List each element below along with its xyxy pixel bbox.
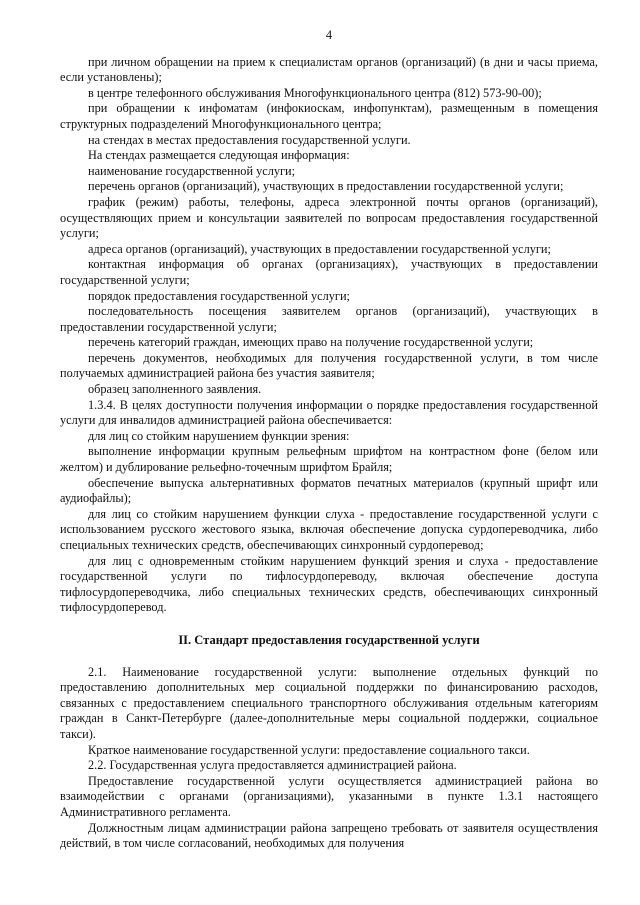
paragraph: адреса органов (организаций), участвующих в предоставлении государственной услуги; <box>88 241 551 256</box>
paragraph: наименование государственной услуги; <box>88 163 296 178</box>
paragraph: для лиц со стойким нарушением функции слуха - предоставление государственной услуги с использованием русского жестового языка, включая обеспечение допуска сурдопереводчика, либо специальных технических средств, обеспечивающих синхронный сурдоперевод; <box>60 506 598 552</box>
paragraph: 2.1. Наименование государственной услуги: выполнение отдельных функций по предоставлению дополнительных мер социальной поддержки по финансированию расходов, связанных с предоставлением специального транспортного обслуживания отдельным категориям граждан в Санкт-Петербурге (далее-дополнительные меры социальной поддержки, социальное такси). <box>60 664 598 741</box>
paragraph: 1.3.4. В целях доступности получения информации о порядке предоставления государственной услуги для инвалидов администрацией района обеспечивается: <box>60 397 598 428</box>
paragraph: контактная информация об органах (организациях), участвующих в предоставлении государственной услуги; <box>60 257 598 287</box>
paragraph: последовательность посещения заявителем органов (организаций), участвующих в предоставлении государственной услуги; <box>60 304 598 334</box>
paragraph: обеспечение выпуска альтернативных форматов печатных материалов (крупный шрифт или аудиофайлы); <box>60 475 598 506</box>
paragraph: выполнение информации крупным рельефным шрифтом на контрастном фоне (белом или желтом) и дублирование рельефно-точечным шрифтом Брайля; <box>60 444 598 475</box>
top-paragraphs <box>60 55 598 616</box>
paragraph: образец заполненного заявления. <box>88 382 262 397</box>
paragraph: Предоставление государственной услуги осуществляется администрацией района во взаимодействии с органами (организациями), указанными в пункте 1.3.1 настоящего Административного регламента. <box>60 773 598 819</box>
paragraph: на стендах в местах предоставления государственной услуги. <box>88 132 411 147</box>
paragraph: Должностным лицам администрации района запрещено требовать от заявителя осуществления действий, в том числе согласований, необходимых для получения <box>60 820 598 851</box>
paragraph: в центре телефонного обслуживания Многофункционального центра (812) 573-90-00); <box>88 85 542 100</box>
bottom-paragraphs <box>60 665 598 852</box>
paragraph: порядок предоставления государственной услуги; <box>88 288 350 303</box>
page-number: 4 <box>325 28 333 42</box>
paragraph: 2.2. Государственная услуга предоставляется администрацией района. <box>88 758 457 773</box>
paragraph: Краткое наименование государственной услуги: предоставление социального такси. <box>88 742 530 757</box>
section-title: II. Стандарт предоставления государственной услуги <box>178 632 480 647</box>
paragraph: для лиц с одновременным стойким нарушением функций зрения и слуха - предоставление государственной услуги по тифлосурдопереводу, включая обеспечение доступа тифлосурдопереводчика, либо специальных технических средств, обеспечивающих синхронный тифлосурдоперевод. <box>60 553 598 615</box>
paragraph: перечень органов (организаций), участвующих в предоставлении государственной услуги; <box>88 179 564 194</box>
paragraph: На стендах размещается следующая информация: <box>88 148 350 163</box>
paragraph: график (режим) работы, телефоны, адреса электронной почты органов (организаций), осуществляющих прием и консультации заявителей по вопросам предоставления государственной услуги; <box>60 194 598 241</box>
paragraph: перечень документов, необходимых для получения государственной услуги, в том числе получаемых администрацией района без участия заявителя; <box>60 350 598 381</box>
paragraph: для лиц со стойким нарушением функции зрения: <box>88 428 350 443</box>
paragraph: при личном обращении на прием к специалистам органов (организаций) (в дни и часы приема, если установлены); <box>60 54 598 85</box>
paragraph: при обращении к инфоматам (инфокиоскам, инфопунктам), размещенным в помещения структурных подразделений Многофункционального центра; <box>60 101 598 131</box>
document-page <box>60 28 598 852</box>
paragraph: перечень категорий граждан, имеющих право на получение государственной услуги; <box>88 335 534 350</box>
